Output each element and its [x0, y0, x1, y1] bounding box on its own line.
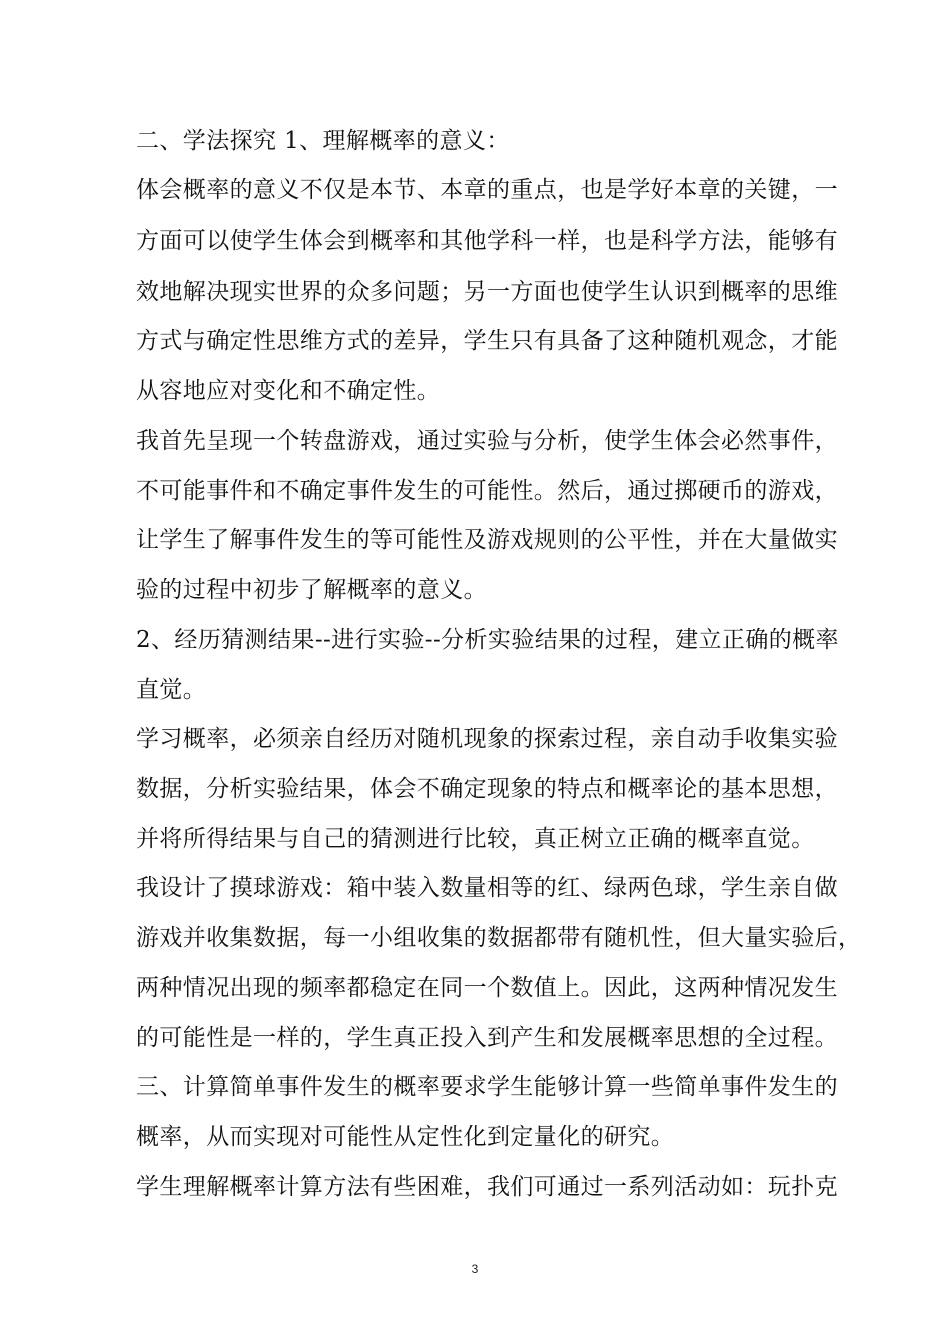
- text-line: 体会概率的意义不仅是本节、本章的重点，也是学好本章的关键，一: [136, 177, 838, 203]
- text-line: 数据，分析实验结果，体会不确定现象的特点和概率论的基本思想，: [136, 776, 838, 802]
- text-line: 二、学法探究 1、理解概率的意义：: [136, 128, 510, 154]
- text-line: 2、经历猜测结果--进行实验--分析实验结果的过程，建立正确的概率: [136, 627, 839, 653]
- page-number: 3: [471, 1262, 479, 1276]
- text-line: 概率，从而实现对可能性从定性化到定量化的研究。: [136, 1124, 675, 1150]
- text-line: 的可能性是一样的，学生真正投入到产生和发展概率思想的全过程。: [136, 1025, 838, 1051]
- text-line: 游戏并收集数据，每一小组收集的数据都带有随机性，但大量实验后，: [136, 925, 862, 951]
- text-line: 让学生了解事件发生的等可能性及游戏规则的公平性，并在大量做实: [136, 527, 838, 553]
- text-line: 效地解决现实世界的众多问题；另一方面也使学生认识到概率的思维: [136, 279, 838, 305]
- text-line: 我首先呈现一个转盘游戏，通过实验与分析，使学生体会必然事件，: [136, 428, 838, 454]
- text-line: 两种情况出现的频率都稳定在同一个数值上。因此，这两种情况发生: [136, 975, 838, 1001]
- text-line: 方面可以使学生体会到概率和其他学科一样，也是科学方法，能够有: [136, 228, 838, 254]
- text-line: 三、计算简单事件发生的概率要求学生能够计算一些简单事件发生的: [136, 1074, 838, 1100]
- text-line: 不可能事件和不确定事件发生的可能性。然后，通过掷硬币的游戏，: [136, 478, 838, 504]
- text-line: 学习概率，必须亲自经历对随机现象的探索过程，亲自动手收集实验: [136, 726, 838, 752]
- text-line: 从容地应对变化和不确定性。: [136, 378, 441, 404]
- text-line: 并将所得结果与自己的猜测进行比较，真正树立正确的概率直觉。: [136, 826, 815, 852]
- text-line: 方式与确定性思维方式的差异，学生只有具备了这种随机观念，才能: [136, 328, 838, 354]
- text-line: 验的过程中初步了解概率的意义。: [136, 577, 487, 603]
- text-line: 我设计了摸球游戏：箱中装入数量相等的红、绿两色球，学生亲自做: [136, 875, 838, 901]
- text-line: 学生理解概率计算方法有些困难，我们可通过一系列活动如：玩扑克: [136, 1174, 838, 1200]
- text-line: 直觉。: [136, 677, 207, 703]
